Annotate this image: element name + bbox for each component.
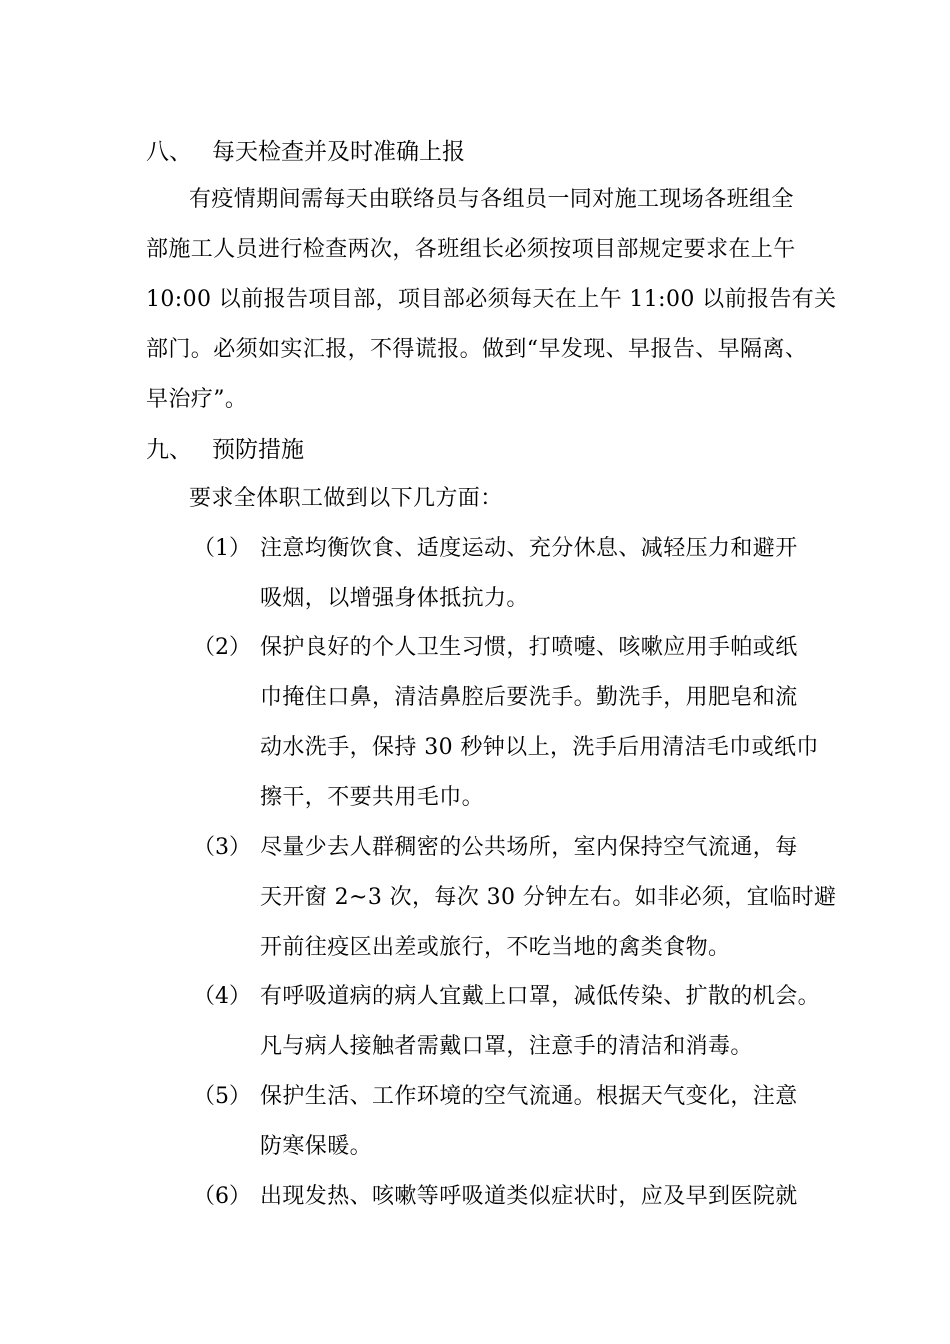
list-item-line: 有呼吸道病的病人宜戴上口罩，减低传染、扩散的机会。 (260, 984, 821, 1009)
section-8-line: 部施工人员进行检查两次，各班组长必须按项目部规定要求在上午 (146, 237, 796, 262)
list-item-line: 天开窗 2~3 次，每次 30 分钟左右。如非必须，宜临时避 (260, 885, 837, 910)
section-8-line: 部门。必须如实汇报，不得谎报。做到“早发现、早报告、早隔离、 (146, 337, 808, 362)
section-8-number: 八、 (146, 139, 192, 165)
list-item-line: 吸烟，以增强身体抵抗力。 (260, 586, 529, 611)
list-item-line: 巾掩住口鼻，清洁鼻腔后要洗手。勤洗手，用肥皂和流 (260, 685, 798, 710)
section-9-intro: 要求全体职工做到以下几方面： (189, 486, 503, 511)
section-8-heading (146, 137, 465, 167)
section-9-heading (146, 435, 304, 465)
list-item-line: 开前往疫区出差或旅行，不吃当地的禽类食物。 (260, 935, 731, 960)
list-item-line: 保护生活、工作环境的空气流通。根据天气变化，注意 (260, 1084, 798, 1109)
section-9-title: 预防措施 (212, 437, 304, 463)
list-item-line: 保护良好的个人卫生习惯，打喷嚏、咳嗽应用手帕或纸 (260, 635, 798, 660)
list-item-marker: （3） (193, 835, 251, 860)
section-8-line: 10:00 以前报告项目部，项目部必须每天在上午 11:00 以前报告有关 (146, 287, 837, 312)
section-8-line: 有疫情期间需每天由联络员与各组员一同对施工现场各班组全 (189, 187, 794, 212)
list-item-line: 擦干，不要共用毛巾。 (260, 785, 485, 810)
list-item-marker: （2） (193, 635, 251, 660)
list-item-line: 出现发热、咳嗽等呼吸道类似症状时，应及早到医院就 (260, 1184, 798, 1209)
list-item-marker: （4） (193, 984, 251, 1009)
list-item-line: 动水洗手，保持 30 秒钟以上，洗手后用清洁毛巾或纸巾 (260, 735, 819, 760)
list-item-line: 防寒保暖。 (260, 1134, 373, 1159)
list-item-line: 注意均衡饮食、适度运动、充分休息、减轻压力和避开 (260, 536, 798, 561)
section-9-number: 九、 (146, 437, 192, 463)
section-8-title: 每天检查并及时准确上报 (212, 139, 465, 165)
list-item-marker: （5） (193, 1084, 251, 1109)
list-item-marker: （1） (193, 536, 251, 561)
section-8-line: 早治疗”。 (146, 387, 248, 412)
list-item-line: 凡与病人接触者需戴口罩，注意手的清洁和消毒。 (260, 1034, 753, 1059)
list-item-line: 尽量少去人群稠密的公共场所，室内保持空气流通，每 (260, 835, 798, 860)
list-item-marker: （6） (193, 1184, 251, 1209)
